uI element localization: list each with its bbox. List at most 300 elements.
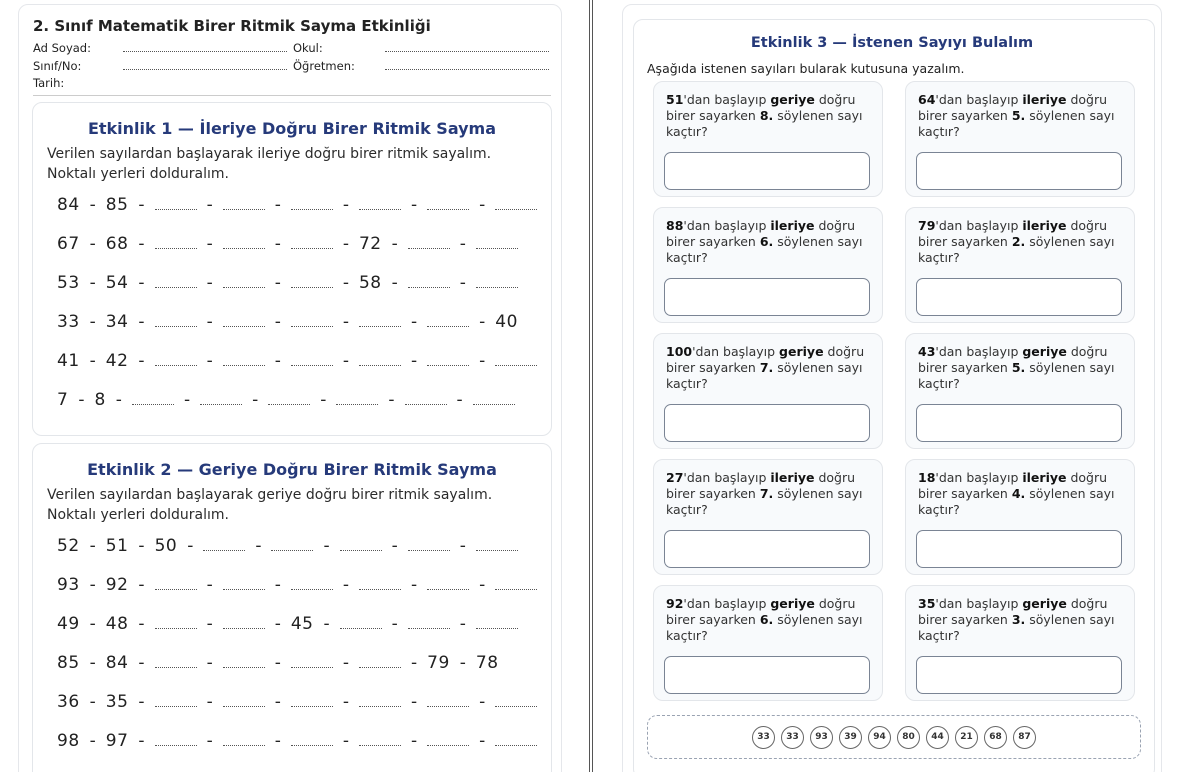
- dash-separator: -: [89, 653, 96, 673]
- question-start: 43: [918, 344, 936, 359]
- dash-separator: -: [410, 692, 418, 712]
- blank-field[interactable]: [427, 740, 469, 746]
- question-box: [905, 333, 1135, 449]
- question-ord: 8.: [759, 108, 774, 123]
- act1-row: [57, 390, 515, 410]
- question-box: [653, 81, 883, 197]
- answer-input-box[interactable]: [664, 656, 870, 694]
- dash-separator: -: [274, 614, 281, 634]
- blank-field[interactable]: [223, 360, 265, 366]
- answer-chip[interactable]: 33: [752, 726, 775, 749]
- question-mid: 'dan başlayıp: [692, 344, 780, 359]
- dash-separator: -: [274, 273, 281, 293]
- sequence-number: 52: [57, 536, 80, 556]
- question-rest2: söylenen sayı kaçtır?: [666, 612, 863, 643]
- sequence-number: 58: [358, 273, 382, 293]
- answer-chip[interactable]: 87: [1013, 726, 1036, 749]
- question-mid: 'dan başlayıp: [935, 92, 1023, 107]
- dash-separator: -: [138, 351, 145, 371]
- blank-field[interactable]: [359, 360, 401, 366]
- blank-field[interactable]: [408, 623, 450, 629]
- question-mid: 'dan başlayıp: [935, 344, 1023, 359]
- blank-field[interactable]: [359, 204, 401, 210]
- dash-separator: -: [89, 195, 96, 215]
- answer-bank: [647, 715, 1141, 759]
- okul-label: Okul:: [293, 41, 323, 55]
- activity-2-title: Etkinlik 2 — Geriye Doğru Birer Ritmik Sayma: [87, 460, 497, 479]
- dash-separator: -: [89, 614, 96, 634]
- question-rest2: söylenen sayı kaçtır?: [918, 360, 1115, 391]
- dash-separator: -: [342, 273, 349, 293]
- question-mid: 'dan başlayıp: [683, 596, 771, 611]
- question-dir: ileriye: [770, 470, 815, 485]
- question-dir: geriye: [779, 344, 824, 359]
- question-rest2: söylenen sayı kaçtır?: [666, 360, 863, 391]
- question-box: [653, 207, 883, 323]
- blank-field[interactable]: [336, 399, 378, 405]
- question-rest1: doğru birer sayarken: [666, 344, 865, 375]
- info-row-class: [33, 59, 549, 73]
- dash-separator: -: [274, 692, 281, 712]
- question-rest2: söylenen sayı kaçtır?: [918, 486, 1115, 517]
- answer-input-box[interactable]: [664, 404, 870, 442]
- blank-field[interactable]: [223, 321, 265, 327]
- activity-1-card: [32, 102, 552, 436]
- question-start: 51: [666, 92, 684, 107]
- dash-separator: -: [255, 536, 262, 556]
- blank-field[interactable]: [427, 360, 469, 366]
- worksheet-title: 2. Sınıf Matematik Birer Ritmik Sayma Etkinliği: [33, 17, 431, 35]
- dash-separator: -: [89, 351, 96, 371]
- sequence-number: 78: [475, 653, 499, 673]
- dash-separator: -: [206, 312, 213, 332]
- sequence-number: 8: [94, 390, 106, 410]
- act2-row: [57, 536, 518, 556]
- sequence-number: 97: [105, 731, 129, 751]
- question-dir: geriye: [770, 92, 815, 107]
- act2-row: [57, 575, 537, 595]
- dash-separator: -: [410, 653, 418, 673]
- sequence-number: 33: [57, 312, 80, 332]
- blank-field[interactable]: [359, 662, 401, 668]
- blank-field[interactable]: [223, 584, 265, 590]
- blank-field[interactable]: [408, 282, 450, 288]
- blank-field[interactable]: [340, 545, 382, 551]
- blank-field[interactable]: [359, 740, 401, 746]
- blank-field[interactable]: [291, 360, 333, 366]
- dash-separator: -: [138, 312, 145, 332]
- ad-soyad-field[interactable]: [123, 43, 287, 52]
- question-start: 64: [918, 92, 936, 107]
- tarih-label: Tarih:: [33, 76, 65, 90]
- question-rest1: doğru birer sayarken: [666, 218, 856, 249]
- header-divider: [33, 95, 551, 96]
- question-rest1: doğru birer sayarken: [918, 92, 1108, 123]
- dash-separator: -: [388, 390, 395, 410]
- blank-field[interactable]: [155, 623, 197, 629]
- dash-separator: -: [183, 390, 191, 410]
- question-box: [905, 81, 1135, 197]
- dash-separator: -: [187, 536, 194, 556]
- question-text: [666, 470, 876, 518]
- dash-separator: -: [206, 731, 213, 751]
- answer-chip[interactable]: 80: [897, 726, 920, 749]
- question-text: [666, 92, 876, 140]
- blank-field[interactable]: [155, 662, 197, 668]
- dash-separator: -: [391, 536, 398, 556]
- activity-3-desc: Aşağıda istenen sayıları bularak kutusuna yazalım.: [647, 61, 965, 76]
- answer-chip[interactable]: 33: [781, 726, 804, 749]
- question-ord: 5.: [1011, 108, 1026, 123]
- blank-field[interactable]: [155, 740, 197, 746]
- dash-separator: -: [456, 390, 463, 410]
- blank-field[interactable]: [155, 584, 197, 590]
- sequence-number: 49: [57, 614, 80, 634]
- question-rest2: söylenen sayı kaçtır?: [666, 486, 863, 517]
- answer-input-box[interactable]: [664, 278, 870, 316]
- blank-field[interactable]: [473, 399, 515, 405]
- blank-field[interactable]: [359, 701, 401, 707]
- blank-field[interactable]: [155, 321, 197, 327]
- sequence-number: 84: [57, 195, 80, 215]
- sequence-number: 54: [105, 273, 129, 293]
- blank-field[interactable]: [427, 204, 469, 210]
- question-box: [905, 207, 1135, 323]
- blank-field[interactable]: [291, 204, 333, 210]
- question-ord: 7.: [759, 486, 774, 501]
- blank-field[interactable]: [155, 243, 197, 249]
- sequence-number: 48: [105, 614, 129, 634]
- dash-separator: -: [410, 195, 418, 215]
- question-text: [918, 92, 1128, 140]
- blank-field[interactable]: [359, 584, 401, 590]
- answer-input-box[interactable]: [916, 278, 1122, 316]
- dash-separator: -: [78, 390, 85, 410]
- page-spine: [589, 0, 593, 772]
- question-box: [905, 585, 1135, 701]
- dash-separator: -: [459, 234, 466, 254]
- question-rest2: söylenen sayı kaçtır?: [918, 612, 1115, 643]
- question-rest1: doğru birer sayarken: [666, 596, 856, 627]
- question-rest1: doğru birer sayarken: [918, 470, 1108, 501]
- act2-row: [57, 653, 499, 673]
- sinif-no-field[interactable]: [123, 61, 287, 70]
- question-rest1: doğru birer sayarken: [666, 470, 856, 501]
- blank-field[interactable]: [155, 701, 197, 707]
- dash-separator: -: [320, 390, 327, 410]
- blank-field[interactable]: [495, 584, 537, 590]
- activity-1-title: Etkinlik 1 — İleriye Doğru Birer Ritmik Sayma: [87, 119, 497, 138]
- dash-separator: -: [138, 692, 145, 712]
- answer-input-box[interactable]: [916, 656, 1122, 694]
- dash-separator: -: [342, 575, 349, 595]
- question-text: [918, 344, 1128, 392]
- blank-field[interactable]: [155, 360, 197, 366]
- question-text: [666, 596, 876, 644]
- sequence-number: 34: [105, 312, 129, 332]
- act2-row: [57, 731, 537, 751]
- question-text: [918, 470, 1128, 518]
- answer-chip[interactable]: 44: [926, 726, 949, 749]
- dash-separator: -: [138, 731, 145, 751]
- question-ord: 3.: [1011, 612, 1026, 627]
- dash-separator: -: [479, 731, 486, 751]
- dash-separator: -: [459, 614, 466, 634]
- sequence-number: 93: [57, 575, 80, 595]
- dash-separator: -: [391, 234, 398, 254]
- dash-separator: -: [206, 614, 213, 634]
- question-text: [666, 344, 876, 392]
- dash-separator: -: [206, 653, 213, 673]
- right-page: [622, 4, 1162, 772]
- dash-separator: -: [138, 536, 145, 556]
- ad-soyad-label: Ad Soyad:: [33, 41, 91, 55]
- blank-field[interactable]: [271, 545, 313, 551]
- blank-field[interactable]: [223, 623, 265, 629]
- answer-input-box[interactable]: [916, 152, 1122, 190]
- question-rest1: doğru birer sayarken: [918, 596, 1108, 627]
- question-text: [918, 218, 1128, 266]
- dash-separator: -: [479, 195, 486, 215]
- dash-separator: -: [89, 273, 96, 293]
- question-dir: ileriye: [1022, 470, 1067, 485]
- ogretmen-field[interactable]: [385, 61, 549, 70]
- sequence-number: 85: [105, 195, 129, 215]
- answer-input-box[interactable]: [916, 404, 1122, 442]
- activity-2-card: [32, 443, 552, 772]
- activity-3-title: Etkinlik 3 — İstenen Sayıyı Bulalım: [750, 35, 1034, 51]
- blank-field[interactable]: [476, 545, 518, 551]
- dash-separator: -: [459, 273, 466, 293]
- dash-separator: -: [138, 234, 145, 254]
- question-dir: geriye: [770, 596, 815, 611]
- dash-separator: -: [342, 653, 349, 673]
- question-box: [653, 333, 883, 449]
- sequence-number: 67: [57, 234, 80, 254]
- blank-field[interactable]: [268, 399, 310, 405]
- dash-separator: -: [89, 536, 96, 556]
- dash-separator: -: [138, 575, 145, 595]
- question-ord: 7.: [759, 360, 774, 375]
- blank-field[interactable]: [200, 399, 242, 405]
- answer-input-box[interactable]: [916, 530, 1122, 568]
- question-ord: 4.: [1011, 486, 1026, 501]
- blank-field[interactable]: [427, 321, 469, 327]
- question-dir: ileriye: [1022, 92, 1067, 107]
- info-row-name: [33, 41, 549, 55]
- blank-field[interactable]: [495, 701, 537, 707]
- answer-chip[interactable]: 94: [868, 726, 891, 749]
- blank-field[interactable]: [223, 204, 265, 210]
- sequence-number: 7: [57, 390, 69, 410]
- answer-input-box[interactable]: [664, 530, 870, 568]
- question-mid: 'dan başlayıp: [935, 218, 1023, 233]
- sequence-number: 41: [57, 351, 80, 371]
- question-start: 35: [918, 596, 936, 611]
- dash-separator: -: [342, 351, 349, 371]
- dash-separator: -: [206, 351, 213, 371]
- question-rest1: doğru birer sayarken: [666, 92, 856, 123]
- dash-separator: -: [274, 653, 281, 673]
- blank-field[interactable]: [155, 204, 197, 210]
- act1-row: [57, 195, 537, 215]
- dash-separator: -: [206, 234, 213, 254]
- act2-row: [57, 614, 518, 634]
- dash-separator: -: [274, 234, 281, 254]
- sequence-number: 53: [57, 273, 80, 293]
- sequence-number: 50: [154, 536, 178, 556]
- dash-separator: -: [274, 195, 281, 215]
- question-start: 88: [666, 218, 684, 233]
- sequence-number: 72: [358, 234, 382, 254]
- sequence-number: 92: [105, 575, 129, 595]
- question-rest2: söylenen sayı kaçtır?: [666, 108, 863, 139]
- dash-separator: -: [459, 536, 466, 556]
- ogretmen-label: Öğretmen:: [293, 59, 355, 73]
- question-rest2: söylenen sayı kaçtır?: [666, 234, 863, 265]
- question-mid: 'dan başlayıp: [683, 218, 771, 233]
- dash-separator: -: [89, 575, 96, 595]
- blank-field[interactable]: [223, 662, 265, 668]
- act1-row: [57, 273, 518, 293]
- blank-field[interactable]: [427, 584, 469, 590]
- question-mid: 'dan başlayıp: [935, 470, 1023, 485]
- dash-separator: -: [342, 312, 349, 332]
- blank-field[interactable]: [359, 321, 401, 327]
- dash-separator: -: [138, 195, 145, 215]
- question-ord: 5.: [1011, 360, 1026, 375]
- blank-field[interactable]: [223, 740, 265, 746]
- question-rest2: söylenen sayı kaçtır?: [918, 108, 1115, 139]
- question-text: [918, 596, 1128, 644]
- blank-field[interactable]: [291, 282, 333, 288]
- act2-row: [57, 692, 537, 712]
- act1-row: [57, 234, 518, 254]
- dash-separator: -: [479, 692, 486, 712]
- left-page: [18, 4, 562, 772]
- question-mid: 'dan başlayıp: [683, 470, 771, 485]
- sequence-number: 98: [57, 731, 80, 751]
- dash-separator: -: [89, 731, 96, 751]
- dash-separator: -: [115, 390, 122, 410]
- question-dir: ileriye: [770, 218, 815, 233]
- answer-chip[interactable]: 68: [984, 726, 1007, 749]
- dash-separator: -: [274, 575, 281, 595]
- dash-separator: -: [138, 653, 145, 673]
- blank-field[interactable]: [340, 623, 382, 629]
- dash-separator: -: [342, 234, 349, 254]
- question-rest1: doğru birer sayarken: [918, 344, 1108, 375]
- question-ord: 6.: [759, 234, 774, 249]
- blank-field[interactable]: [223, 701, 265, 707]
- blank-field[interactable]: [408, 545, 450, 551]
- blank-field[interactable]: [476, 282, 518, 288]
- okul-field[interactable]: [385, 43, 549, 52]
- blank-field[interactable]: [476, 623, 518, 629]
- dash-separator: -: [89, 312, 96, 332]
- dash-separator: -: [206, 692, 213, 712]
- sequence-number: 68: [105, 234, 129, 254]
- blank-field[interactable]: [495, 360, 537, 366]
- blank-field[interactable]: [223, 282, 265, 288]
- activity-2-desc: Verilen sayılardan başlayarak geriye doğru birer ritmik sayalım. Noktalı yerleri dolduralım.: [47, 487, 493, 523]
- activity-1-desc: Verilen sayılardan başlayarak ileriye doğru birer ritmik sayalım. Noktalı yerleri dolduralım.: [47, 146, 492, 182]
- blank-field[interactable]: [155, 282, 197, 288]
- question-mid: 'dan başlayıp: [935, 596, 1023, 611]
- answer-chip[interactable]: 21: [955, 726, 978, 749]
- dash-separator: -: [274, 731, 281, 751]
- question-dir: geriye: [1022, 596, 1067, 611]
- answer-chip[interactable]: 39: [839, 726, 862, 749]
- dash-separator: -: [138, 273, 145, 293]
- dash-separator: -: [479, 312, 486, 332]
- blank-field[interactable]: [132, 399, 174, 405]
- blank-field[interactable]: [203, 545, 245, 551]
- act1-row: [57, 312, 518, 332]
- question-text: [666, 218, 876, 266]
- dash-separator: -: [410, 575, 418, 595]
- sinif-no-label: Sınıf/No:: [33, 59, 82, 73]
- blank-field[interactable]: [291, 584, 333, 590]
- dash-separator: -: [479, 575, 486, 595]
- blank-field[interactable]: [427, 701, 469, 707]
- dash-separator: -: [342, 692, 349, 712]
- question-box: [653, 585, 883, 701]
- dash-separator: -: [89, 692, 96, 712]
- blank-field[interactable]: [405, 399, 447, 405]
- sequence-number: 35: [105, 692, 129, 712]
- act1-row: [57, 351, 537, 371]
- blank-field[interactable]: [476, 243, 518, 249]
- question-start: 27: [666, 470, 684, 485]
- answer-chip[interactable]: 93: [810, 726, 833, 749]
- blank-field[interactable]: [291, 321, 333, 327]
- question-start: 100: [666, 344, 693, 359]
- question-start: 18: [918, 470, 936, 485]
- dash-separator: -: [342, 195, 349, 215]
- question-rest2: söylenen sayı kaçtır?: [918, 234, 1115, 265]
- blank-field[interactable]: [495, 740, 537, 746]
- question-ord: 6.: [759, 612, 774, 627]
- question-start: 79: [918, 218, 936, 233]
- info-row-date: [33, 76, 123, 90]
- dash-separator: -: [391, 614, 398, 634]
- blank-field[interactable]: [495, 204, 537, 210]
- blank-field[interactable]: [408, 243, 450, 249]
- dash-separator: -: [342, 731, 349, 751]
- question-mid: 'dan başlayıp: [683, 92, 771, 107]
- dash-separator: -: [274, 312, 281, 332]
- question-dir: geriye: [1022, 344, 1067, 359]
- sequence-number: 42: [105, 351, 129, 371]
- dash-separator: -: [206, 195, 213, 215]
- blank-field[interactable]: [291, 662, 333, 668]
- dash-separator: -: [252, 390, 259, 410]
- blank-field[interactable]: [223, 243, 265, 249]
- dash-separator: -: [206, 273, 213, 293]
- dash-separator: -: [479, 351, 486, 371]
- sequence-number: 51: [105, 536, 129, 556]
- answer-input-box[interactable]: [664, 152, 870, 190]
- sequence-number: 84: [105, 653, 129, 673]
- question-box: [653, 459, 883, 575]
- blank-field[interactable]: [291, 740, 333, 746]
- blank-field[interactable]: [291, 243, 333, 249]
- blank-field[interactable]: [291, 701, 333, 707]
- sequence-number: 79: [427, 653, 450, 673]
- dash-separator: -: [323, 614, 330, 634]
- dash-separator: -: [410, 731, 418, 751]
